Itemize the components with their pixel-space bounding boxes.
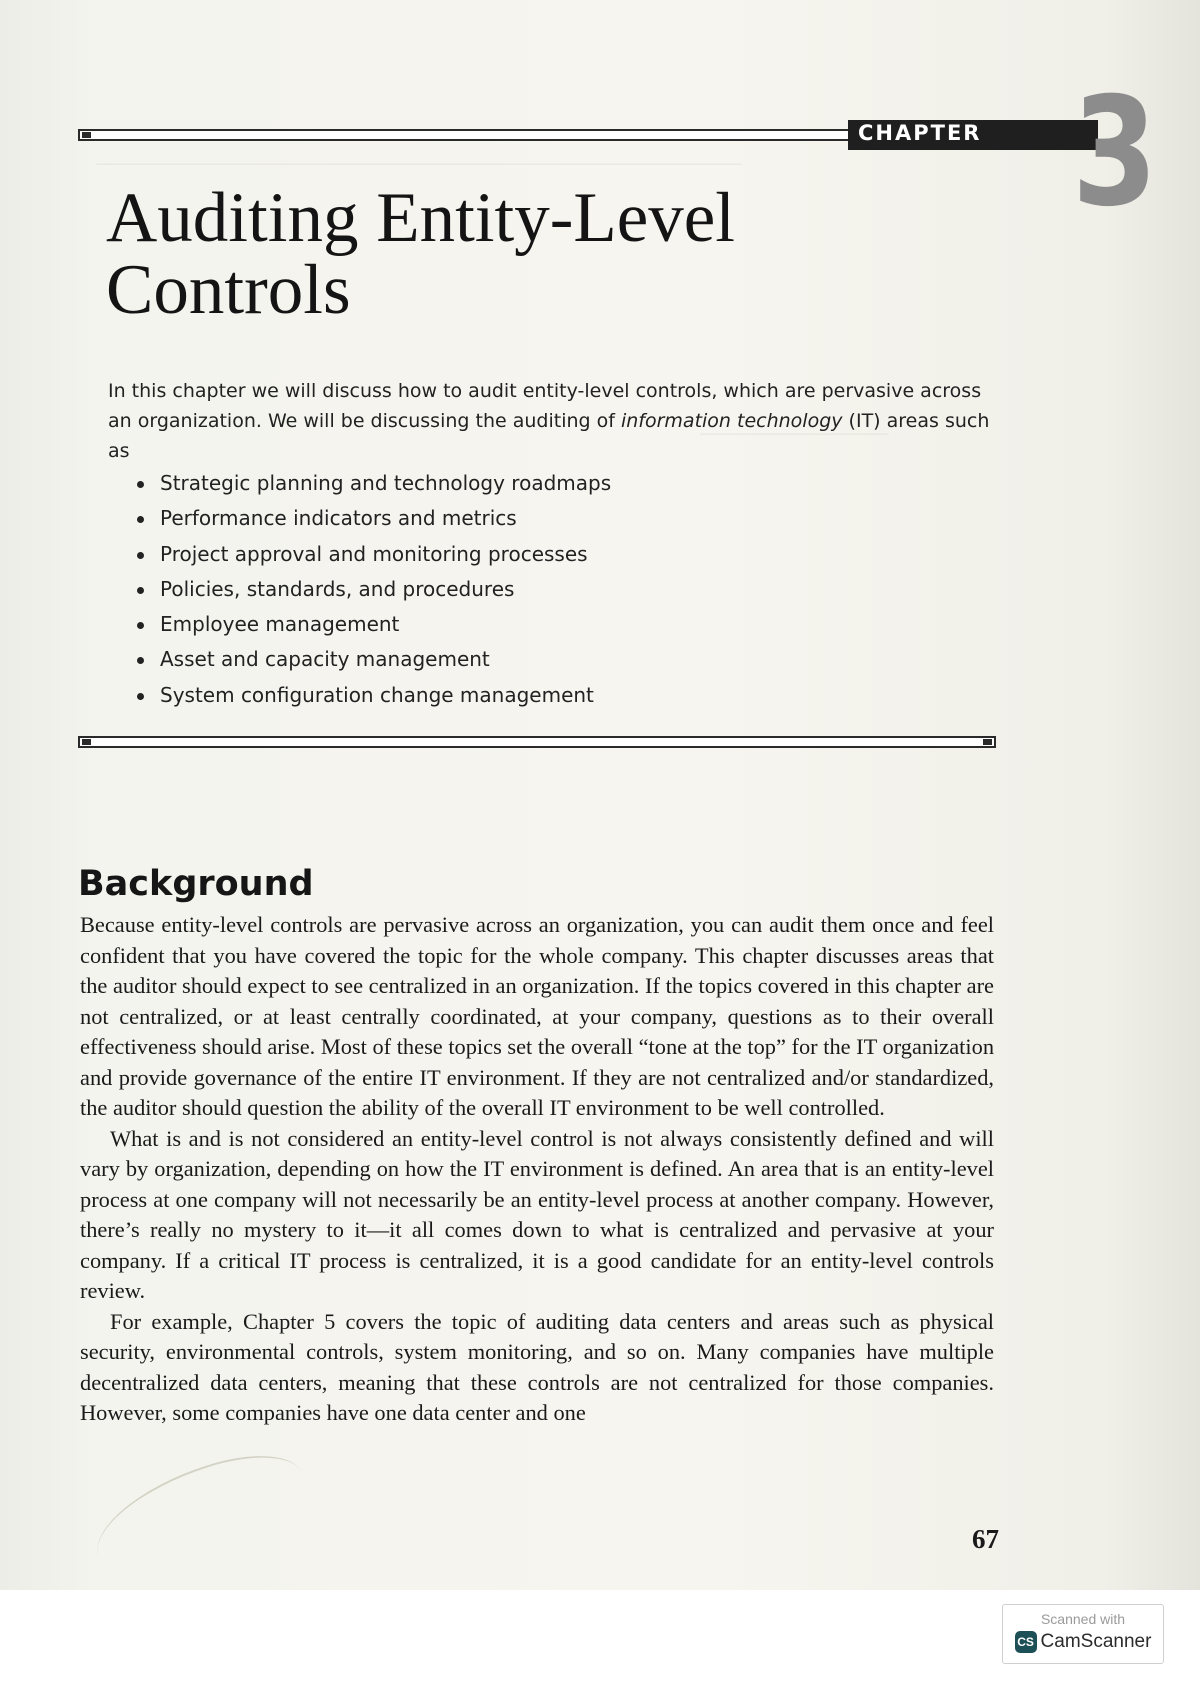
body-paragraph: For example, Chapter 5 covers the topic of auditing data centers and areas such as physical security, environmental controls, system monitoring, and so on. Many companies have multiple decentralized data centers, meaning that these controls are not centralized for those companies. However, some companies have one data center and one (80, 1308, 994, 1425)
section-body (80, 910, 994, 1429)
chapter-label: CHAPTER (858, 121, 982, 145)
list-item: Asset and capacity management (136, 642, 611, 677)
body-paragraph: Because entity-level controls are pervasive across an organization, you can audit them once and feel confident that you have covered the topic for the whole company. This chapter discusses areas that the auditor should expect to see centralized in an organization. If the topics covered in this chapter are not centralized, or at least centrally coordinated, at your company, questions as to their overall effectiveness should arise. Most of these topics set the overall “tone at the top” for the IT organization and provide governance of the entire IT environment. If they are not centralized and/or standardized, the auditor should question the ability of the overall IT environment to be well controlled. (80, 912, 995, 1120)
page-number: 67 (972, 1524, 999, 1554)
watermark-brand-row (1003, 1631, 1163, 1653)
chapter-number: 3 (1072, 66, 1158, 240)
watermark-brand: CamScanner (1040, 1631, 1152, 1652)
list-item: Employee management (136, 607, 611, 642)
chapter-intro (108, 376, 992, 466)
list-item: System configuration change management (136, 678, 611, 713)
chapter-title (106, 179, 736, 329)
body-paragraph: What is and is not considered an entity-level control is not always consistently defined and will vary by organization, depending on how the IT environment is defined. An area that is an entity-level process at one company will not necessarily be an entity-level process at another company. However, there’s really no mystery to it—it all comes down to what is centralized and pervasive at your company. If a critical IT process is centralized, it is a good candidate for an entity-level controls review. (80, 1125, 994, 1303)
chapter-title-line-1: Auditing Entity-Level (106, 179, 736, 257)
intro-emphasis: information technology (620, 410, 843, 432)
show-through-text: ────────────── (700, 424, 889, 445)
list-item: Project approval and monitoring processes (136, 537, 611, 572)
scan-smudge (81, 1438, 319, 1590)
intro-text-before: In this chapter we will discuss how to audit entity-level controls, which are pervasive across an organization. We will be discussing the auditing of (108, 380, 982, 432)
list-item: Strategic planning and technology roadmaps (136, 466, 611, 501)
camscanner-watermark (1002, 1604, 1164, 1664)
intro-text-after: (IT) areas such as (108, 410, 990, 462)
chapter-title-line-2: Controls (106, 251, 351, 329)
chapter-bottom-rule (78, 736, 996, 748)
show-through-text: ──────────────────────────────────────────────── (96, 154, 743, 175)
list-item: Performance indicators and metrics (136, 501, 611, 536)
topic-list (136, 466, 611, 713)
camscanner-logo-icon: CS (1015, 1631, 1037, 1653)
watermark-caption: Scanned with (1040, 1611, 1126, 1627)
chapter-top-rule (78, 129, 850, 141)
section-heading: Background (78, 864, 314, 904)
list-item: Policies, standards, and procedures (136, 572, 611, 607)
